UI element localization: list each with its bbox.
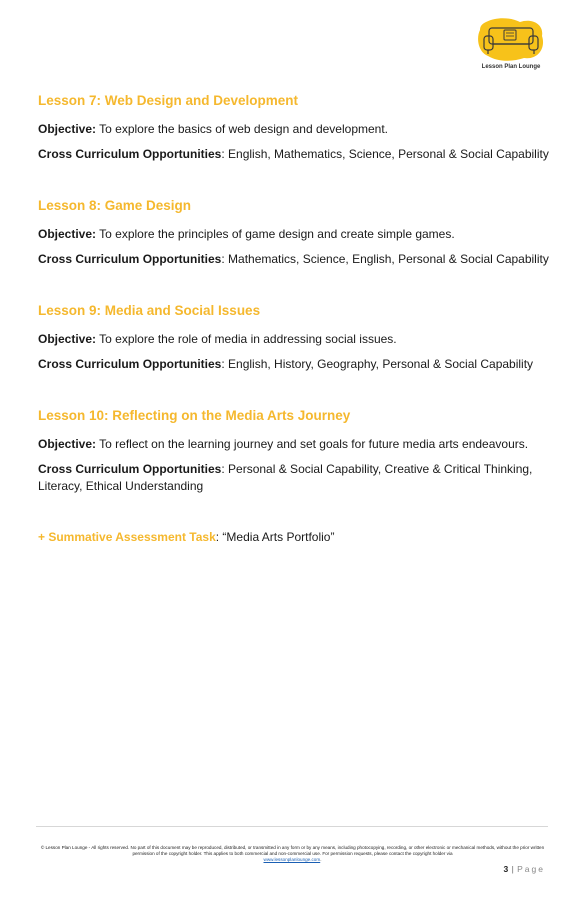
objective-text: To explore the basics of web design and development. <box>96 122 388 136</box>
lesson-title: Lesson 10: Reflecting on the Media Arts Journey <box>38 408 351 423</box>
sofa-logo-icon <box>476 16 546 62</box>
objective-label: Objective: <box>38 122 97 136</box>
cross-curriculum-label: Cross Curriculum Opportunities <box>38 147 222 161</box>
page-label: Page <box>517 864 545 874</box>
copyright-end: . <box>320 857 322 863</box>
summative-assessment-task <box>38 529 550 546</box>
copyright-text: © Lesson Plan Lounge - All rights reserved. No part of this document may be reproduced, distributed, or transmitted in any form or by any means, including photocopying, recording, or other electronic or mechanical methods, without the prior written permission of the copyright holder. This applies to both commercial and non-commercial use. For permission requests, please contact the copyright holder via <box>40 845 545 857</box>
objective-text: To explore the role of media in addressing social issues. <box>96 332 397 346</box>
cross-curriculum-label: Cross Curriculum Opportunities <box>38 462 222 476</box>
page-number-value: 3 <box>503 864 509 874</box>
objective-text: To reflect on the learning journey and set goals for future media arts endeavours. <box>96 437 529 451</box>
copyright-notice <box>40 845 545 864</box>
cross-curriculum-label: Cross Curriculum Opportunities <box>38 357 222 371</box>
lesson-title: Lesson 7: Web Design and Development <box>38 93 299 108</box>
cross-curriculum <box>38 146 550 163</box>
summative-label: + Summative Assessment Task <box>38 530 216 544</box>
objective <box>38 436 550 453</box>
lesson-8 <box>38 197 550 268</box>
website-link[interactable]: www.lessonplanlounge.com <box>263 857 321 863</box>
footer-divider <box>36 826 548 827</box>
objective-text: To explore the principles of game design and create simple games. <box>96 227 455 241</box>
lesson-9 <box>38 302 550 373</box>
cross-curriculum-text: : English, History, Geography, Personal & Social Capability <box>221 357 534 371</box>
cross-curriculum-text: : English, Mathematics, Science, Personal & Social Capability <box>221 147 549 161</box>
cross-curriculum <box>38 461 550 495</box>
objective <box>38 226 550 243</box>
objective-label: Objective: <box>38 332 97 346</box>
cross-curriculum-text: : Personal & Social Capability, Creative & Critical Thinking, Literacy, Ethical Understanding <box>38 462 533 493</box>
objective <box>38 121 550 138</box>
lesson-10 <box>38 407 550 495</box>
objective-label: Objective: <box>38 227 97 241</box>
summative-value: : “Media Arts Portfolio” <box>215 530 335 544</box>
lesson-title: Lesson 8: Game Design <box>38 198 192 213</box>
objective <box>38 331 550 348</box>
cross-curriculum <box>38 251 550 268</box>
cross-curriculum-label: Cross Curriculum Opportunities <box>38 252 222 266</box>
objective-label: Objective: <box>38 437 97 451</box>
lesson-content <box>38 92 550 546</box>
cross-curriculum <box>38 356 550 373</box>
cross-curriculum-text: : Mathematics, Science, English, Personal & Social Capability <box>221 252 549 266</box>
logo-text: Lesson Plan Lounge <box>481 64 541 70</box>
lesson-plan-lounge-logo <box>474 16 548 74</box>
lesson-7 <box>38 92 550 163</box>
page-number <box>503 864 545 874</box>
page-separator: | <box>508 864 518 874</box>
lesson-title: Lesson 9: Media and Social Issues <box>38 303 261 318</box>
